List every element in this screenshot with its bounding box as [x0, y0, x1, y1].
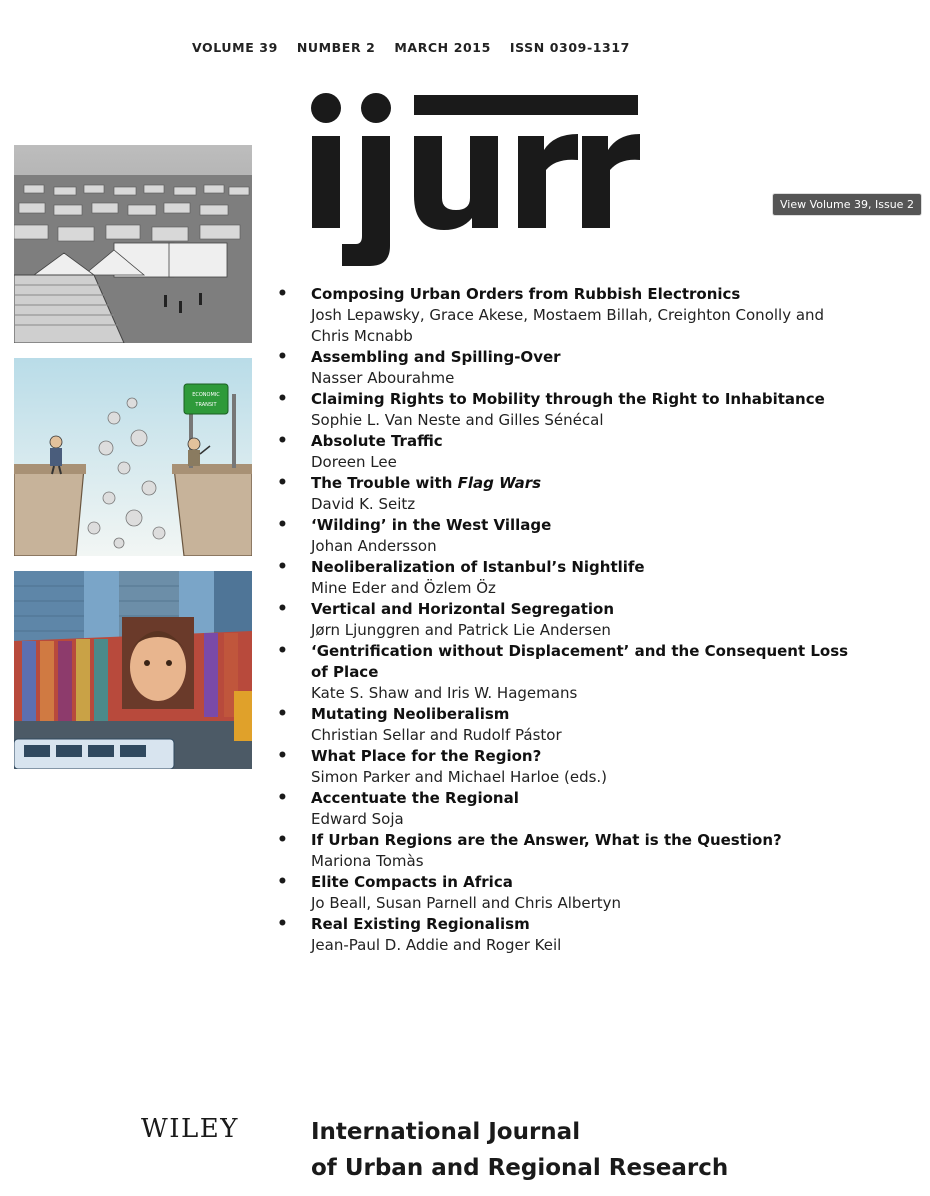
volume-label: VOLUME 39: [192, 40, 278, 55]
article-title-link[interactable]: Neoliberalization of Istanbul’s Nightlife: [311, 558, 645, 576]
article-title-link[interactable]: Vertical and Horizontal Segregation: [311, 600, 615, 618]
bullet-icon: •: [277, 746, 288, 766]
article-title-link[interactable]: Absolute Traffic: [311, 432, 443, 450]
article-title-link[interactable]: Composing Urban Orders from Rubbish Electronics: [311, 285, 741, 303]
bullet-icon: •: [277, 641, 288, 661]
article-authors: Doreen Lee: [311, 453, 397, 471]
bullet-icon: •: [277, 914, 288, 934]
journal-title-line2: of Urban and Regional Research: [311, 1155, 729, 1181]
article-authors: Johan Andersson: [311, 537, 437, 555]
article-list: [277, 284, 857, 956]
article-item: [277, 347, 857, 389]
table-of-contents: [277, 284, 857, 956]
issn-label: ISSN 0309-1317: [509, 40, 630, 55]
article-title-link[interactable]: Assembling and Spilling-Over: [311, 348, 561, 366]
article-title-link[interactable]: ‘Gentrification without Displacement’ and the Consequent Loss of Place: [311, 642, 849, 681]
article-item: [277, 914, 857, 956]
article-item: [277, 473, 857, 515]
article-title-link[interactable]: Accentuate the Regional: [311, 789, 519, 807]
article-item: [277, 284, 857, 347]
article-authors: Jo Beall, Susan Parnell and Chris Albertyn: [311, 894, 622, 912]
journal-logo: [306, 88, 646, 272]
article-item: [277, 788, 857, 830]
sign-text-line2: TRANSIT: [195, 402, 217, 408]
article-title-link[interactable]: If Urban Regions are the Answer, What is the Question?: [311, 831, 782, 849]
article-authors: Jean-Paul D. Addie and Roger Keil: [311, 936, 562, 954]
article-item: [277, 830, 857, 872]
bullet-icon: •: [277, 431, 288, 451]
article-item: [277, 746, 857, 788]
article-title-link[interactable]: What Place for the Region?: [311, 747, 542, 765]
bullet-icon: •: [277, 872, 288, 892]
bullet-icon: •: [277, 599, 288, 619]
view-issue-button[interactable]: View Volume 39, Issue 2: [773, 194, 921, 215]
article-authors: Mariona Tomàs: [311, 852, 424, 870]
article-authors: Jørn Ljunggren and Patrick Lie Andersen: [311, 621, 611, 639]
bullet-icon: •: [277, 515, 288, 535]
cartoon-illustration: [14, 358, 252, 556]
article-item: [277, 641, 857, 704]
bullet-icon: •: [277, 473, 288, 493]
article-item: [277, 389, 857, 431]
article-title-link[interactable]: Real Existing Regionalism: [311, 915, 530, 933]
bullet-icon: •: [277, 704, 288, 724]
article-item: [277, 599, 857, 641]
article-authors: Nasser Abourahme: [311, 369, 455, 387]
bullet-icon: •: [277, 557, 288, 577]
bullet-icon: •: [277, 389, 288, 409]
article-authors: Kate S. Shaw and Iris W. Hagemans: [311, 684, 578, 702]
article-authors: David K. Seitz: [311, 495, 416, 513]
article-item: [277, 431, 857, 473]
bullet-icon: •: [277, 284, 288, 304]
camp-photo: [14, 145, 252, 343]
issue-info: [192, 40, 644, 55]
billboard-photo: [14, 571, 252, 769]
article-authors: Sophie L. Van Neste and Gilles Sénécal: [311, 411, 604, 429]
article-item: [277, 872, 857, 914]
sign-text-line1: ECONOMIC: [192, 392, 220, 398]
journal-title-line1: International Journal: [311, 1119, 581, 1145]
article-item: [277, 557, 857, 599]
article-item: [277, 704, 857, 746]
bullet-icon: •: [277, 347, 288, 367]
article-title-link[interactable]: Elite Compacts in Africa: [311, 873, 513, 891]
article-authors: Christian Sellar and Rudolf Pástor: [311, 726, 562, 744]
publisher-logo: WILEY: [141, 1114, 239, 1144]
article-authors: Mine Eder and Özlem Öz: [311, 579, 496, 597]
number-label: NUMBER 2: [296, 40, 376, 55]
article-authors: Simon Parker and Michael Harloe (eds.): [311, 768, 608, 786]
bullet-icon: •: [277, 788, 288, 808]
article-title-link[interactable]: ‘Wilding’ in the West Village: [311, 516, 552, 534]
bullet-icon: •: [277, 830, 288, 850]
journal-title: [311, 1114, 728, 1186]
article-item: [277, 515, 857, 557]
article-authors: Edward Soja: [311, 810, 404, 828]
article-authors: Josh Lepawsky, Grace Akese, Mostaem Billah, Creighton Conolly and Chris Mcnabb: [311, 306, 825, 345]
article-title-link[interactable]: Claiming Rights to Mobility through the Right to Inhabitance: [311, 390, 825, 408]
ijurr-logo-graphic: [306, 88, 646, 268]
date-label: MARCH 2015: [394, 40, 491, 55]
article-title-link[interactable]: The Trouble with Flag Wars: [311, 474, 542, 492]
article-title-link[interactable]: Mutating Neoliberalism: [311, 705, 510, 723]
